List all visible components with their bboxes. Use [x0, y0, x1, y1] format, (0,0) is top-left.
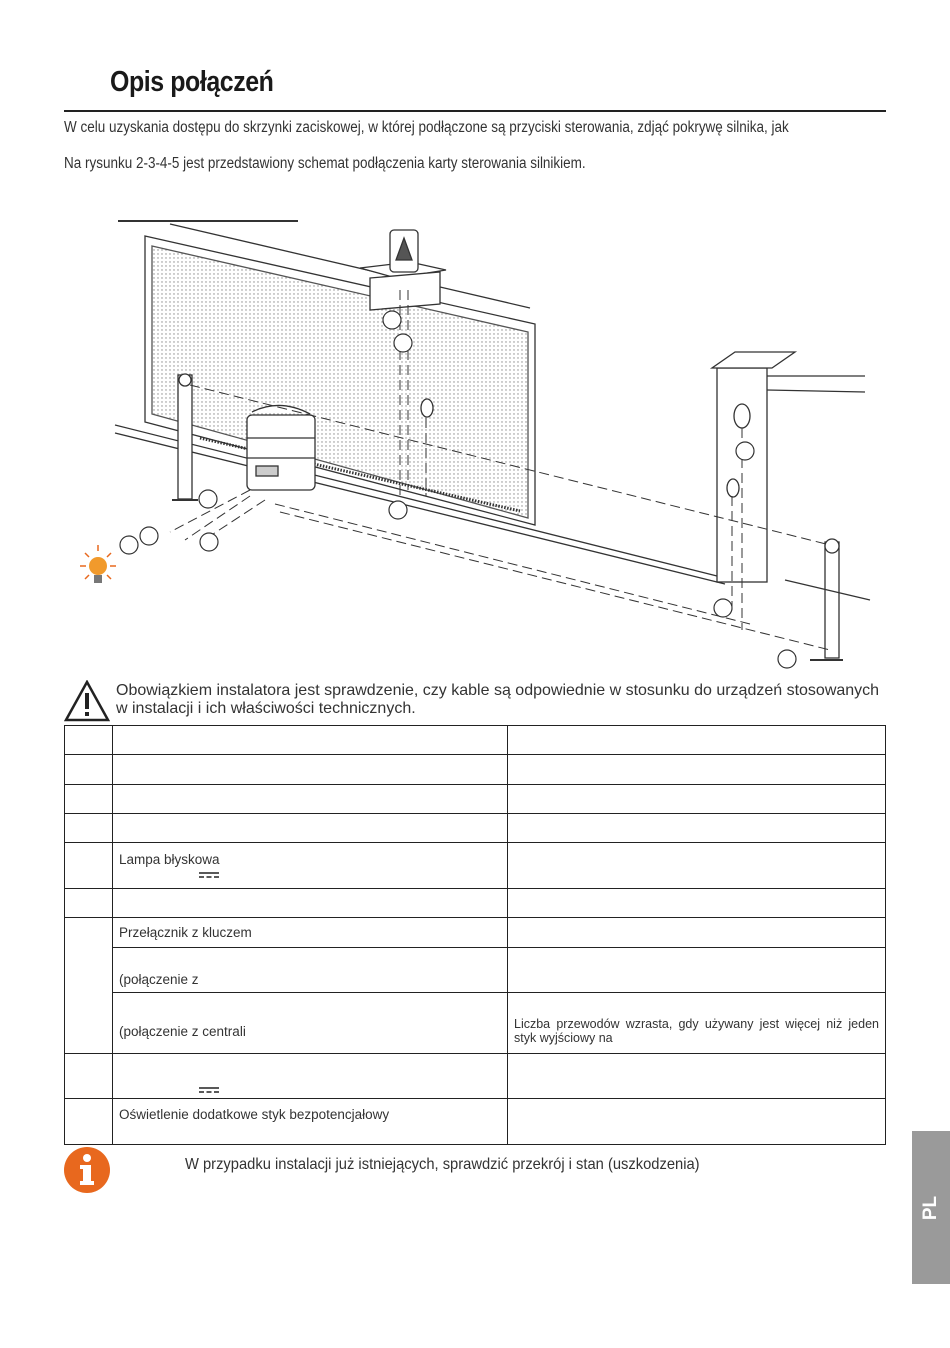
row-id-cell — [65, 843, 113, 889]
page-title: Opis połączeń — [110, 66, 274, 98]
cable-cell — [508, 1054, 886, 1099]
table-row — [65, 993, 886, 1054]
lamp-icon — [80, 545, 116, 583]
warning-triangle-icon — [64, 680, 110, 722]
title-divider — [64, 110, 886, 112]
table-row — [65, 948, 886, 993]
cable-cell — [508, 889, 886, 918]
row-id-cell — [65, 889, 113, 918]
info-text: W przypadku instalacji już istniejących, sprawdzić przekrój i stan (uszkodzenia) — [185, 1156, 700, 1173]
device-cell: Przełącznik z kluczem — [113, 918, 508, 948]
row-id-cell — [65, 1054, 113, 1099]
row-id-cell — [65, 755, 113, 785]
dc-current-icon — [199, 871, 219, 879]
row-id-cell — [65, 785, 113, 814]
intro-paragraph-2: Na rysunku 2-3-4-5 jest przedstawiony schemat podłączenia karty sterowania silnikiem. — [64, 155, 586, 172]
table-row — [65, 1054, 886, 1099]
device-cell — [113, 785, 508, 814]
device-label: Lampa błyskowa — [119, 852, 220, 867]
cable-cell — [508, 726, 886, 755]
language-code: PL — [920, 1195, 941, 1220]
device-cell: Oświetlenie dodatkowe styk bezpotencjałowy — [113, 1099, 508, 1145]
dc-current-icon — [199, 1086, 219, 1094]
cable-note: Liczba przewodów wzrasta, gdy używany jest więcej niż jeden styk wyjściowy na — [514, 1017, 879, 1045]
table-row — [65, 726, 886, 755]
info-icon — [63, 1146, 111, 1194]
cable-cell — [508, 755, 886, 785]
gate-installation-diagram — [60, 200, 890, 680]
table-row — [65, 918, 886, 948]
table-row — [65, 785, 886, 814]
cable-cell — [508, 1099, 886, 1145]
row-id-cell — [65, 1099, 113, 1145]
row-id-cell — [65, 726, 113, 755]
table-row — [65, 889, 886, 918]
cable-cell — [508, 918, 886, 948]
cable-cell — [508, 948, 886, 993]
device-cell: (połączenie z — [113, 948, 508, 993]
device-cell — [113, 889, 508, 918]
device-cell — [113, 755, 508, 785]
row-id-cell — [65, 918, 113, 1054]
cable-cell — [508, 843, 886, 889]
connections-table — [64, 725, 886, 1145]
row-id-cell — [65, 814, 113, 843]
table-row — [65, 755, 886, 785]
table-row — [65, 1099, 886, 1145]
intro-paragraph-1: W celu uzyskania dostępu do skrzynki zaciskowej, w której podłączone są przyciski sterowania, zdjąć pokrywę silnika, jak — [64, 119, 789, 136]
device-cell: (połączenie z centrali — [113, 993, 508, 1054]
warning-text: Obowiązkiem instalatora jest sprawdzenie, czy kable są odpowiednie w stosunku do urządzeń stosowanych w instalacji i ich właściwości technicznych. — [116, 682, 880, 717]
cable-cell — [508, 785, 886, 814]
table-row — [65, 814, 886, 843]
language-tab — [912, 1131, 950, 1284]
cable-cell — [508, 993, 886, 1054]
device-cell — [113, 1054, 508, 1099]
device-cell — [113, 814, 508, 843]
device-cell — [113, 843, 508, 889]
table-row — [65, 843, 886, 889]
device-cell — [113, 726, 508, 755]
cable-cell — [508, 814, 886, 843]
